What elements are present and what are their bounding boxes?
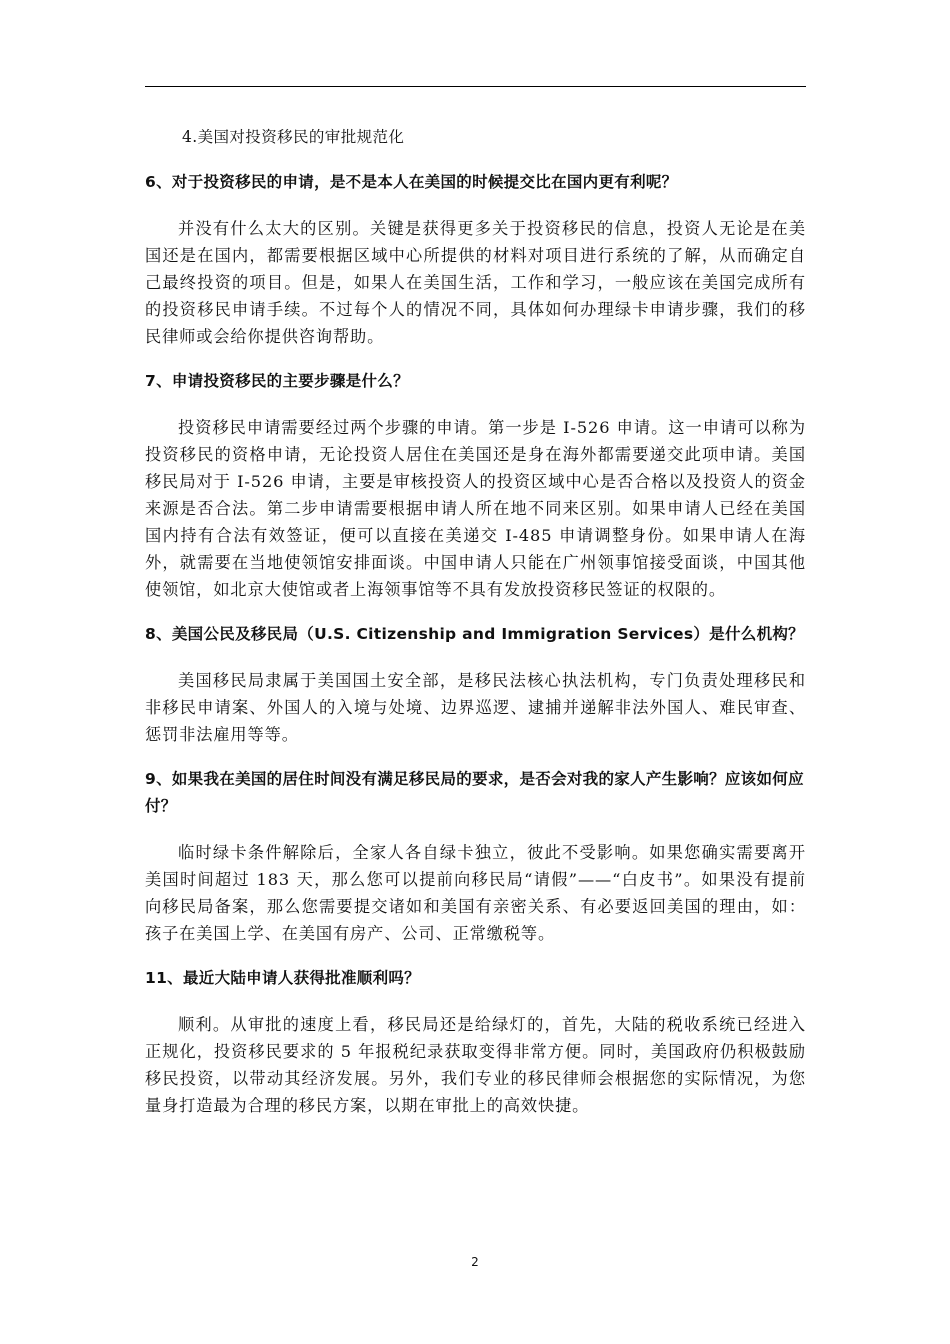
question-8: 8、美国公民及移民局（U.S. Citizenship and Immigration Services）是什么机构？ — [145, 625, 804, 643]
answer-9: 临时绿卡条件解除后，全家人各自绿卡独立，彼此不受影响。如果您确实需要离开美国时间超过 183 天，那么您可以提前向移民局“请假”——“白皮书”。如果没有提前向移民局备案，那么您需要提交诸如和美国有亲密关系、有必要返回美国的理由，如：孩子在美国上学、在美国有房产、公司、正常缴税等。 — [145, 843, 806, 943]
question-9: 9、如果我在美国的居住时间没有满足移民局的要求，是否会对我的家人产生影响？应该如何应付？ — [145, 770, 804, 815]
answer-7: 投资移民申请需要经过两个步骤的申请。第一步是 I-526 申请。这一申请可以称为投资移民的资格申请，无论投资人居住在美国还是身在海外都需要递交此项申请。美国移民局对于 I-526 申请，主要是审核投资人的投资区域中心是否合格以及投资人的资金来源是否合法。第二步申请需要根据申请人所在地不同来区别。如果申请人已经在美国国内持有合法有效签证，便可以直接在美递交 I-485 申请调整身份。如果申请人在海外，就需要在当地使领馆安排面谈。中国申请人只能在广州领事馆接受面谈，中国其他使领馆，如北京大使馆或者上海领事馆等不具有发放投资移民签证的权限的。 — [145, 418, 806, 599]
question-7: 7、申请投资移民的主要步骤是什么？ — [145, 372, 409, 390]
question-6: 6、对于投资移民的申请，是不是本人在美国的时候提交比在国内更有利呢？ — [145, 173, 678, 191]
document-body — [145, 124, 806, 1137]
question-11: 11、最近大陆申请人获得批准顺利吗？ — [145, 969, 420, 987]
header-rule — [145, 86, 806, 87]
list-item: 4.美国对投资移民的审批规范化 — [182, 128, 405, 146]
page-number: 2 — [471, 1255, 479, 1269]
answer-11: 顺利。从审批的速度上看，移民局还是给绿灯的，首先，大陆的税收系统已经进入正规化，投资移民要求的 5 年报税纪录获取变得非常方便。同时，美国政府仍积极鼓励移民投资，以带动其经济发展。另外，我们专业的移民律师会根据您的实际情况，为您量身打造最为合理的移民方案，以期在审批上的高效快捷。 — [145, 1015, 806, 1115]
answer-6: 并没有什么太大的区别。关键是获得更多关于投资移民的信息，投资人无论是在美国还是在国内，都需要根据区域中心所提供的材料对项目进行系统的了解，从而确定自己最终投资的项目。但是，如果人在美国生活，工作和学习，一般应该在美国完成所有的投资移民申请手续。不过每个人的情况不同，具体如何办理绿卡申请步骤，我们的移民律师或会给你提供咨询帮助。 — [145, 219, 806, 346]
answer-8: 美国移民局隶属于美国国土安全部，是移民法核心执法机构，专门负责处理移民和非移民申请案、外国人的入境与处境、边界巡逻、逮捕并递解非法外国人、难民审查、惩罚非法雇用等等。 — [145, 671, 806, 744]
